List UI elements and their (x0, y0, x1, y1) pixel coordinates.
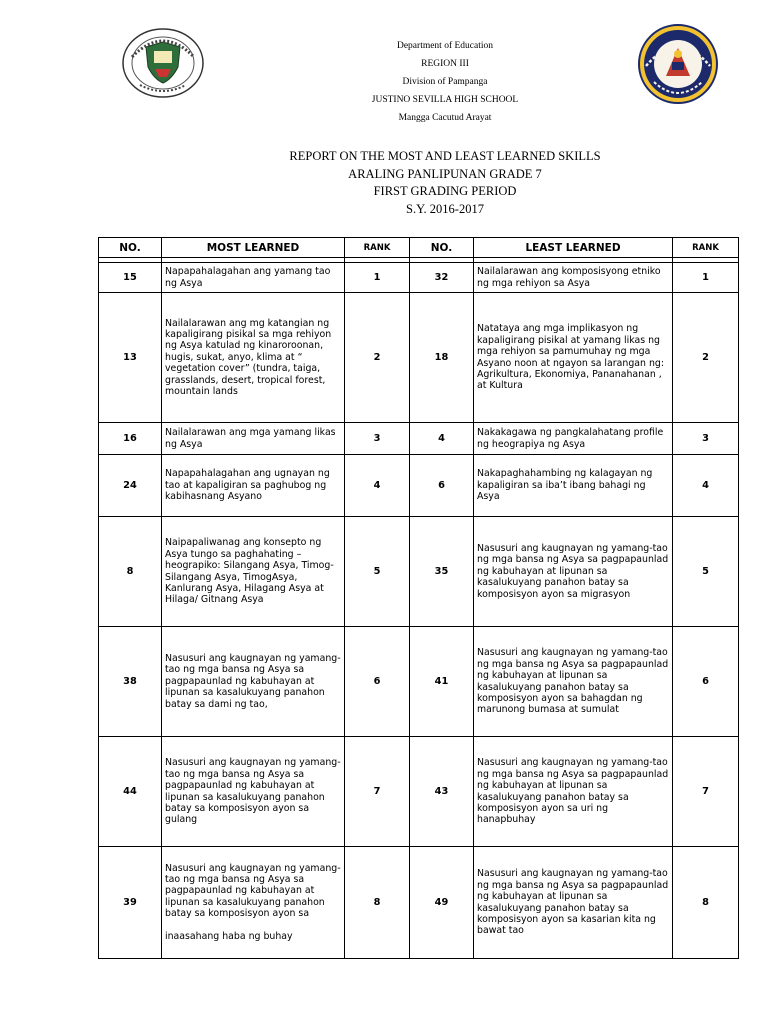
report-school-year-line: S.Y. 2016-2017 (406, 201, 484, 216)
most-learned-cell: Naipapaliwanag ang konsepto ng Asya tungo sa paghahating – heograpiko: Silangang Asya, Timog-Silangang Asya, TimogAsya, Kanlurang Asya, Hilagang Asya at Hilaga/ Gitnang Asya (162, 517, 345, 627)
skills-table (98, 237, 739, 959)
most-rank-cell: 8 (345, 847, 410, 959)
least-learned-cell: Nasusuri ang kaugnayan ng yamang-tao ng mga bansa ng Asya sa pagpapaunlad ng kabuhayan at lipunan sa kasalukuyang panahon batay sa komposisyon ayon sa kasarian kita ng bawat tao (474, 847, 673, 959)
header-most-rank: RANK (345, 238, 410, 258)
least-learned-cell: Nakakagawa ng pangkalahatang profile ng heograpiya ng Asya (474, 423, 673, 455)
least-rank-cell: 8 (673, 847, 739, 959)
least-learned-cell: Nakapaghahambing ng kalagayan ng kapaligiran sa iba’t ibang bahagi ng Asya (474, 455, 673, 517)
letterhead (250, 40, 640, 130)
most-no-cell: 24 (99, 455, 162, 517)
least-learned-cell: Nasusuri ang kaugnayan ng yamang-tao ng mga bansa ng Asya sa pagpapaunlad ng kabuhayan at lipunan sa kasalukuyang panahon batay sa komposisyon ayon sa uri ng hanapbuhay (474, 737, 673, 847)
most-learned-cell: Napapahalagahan ang yamang tao ng Asya (162, 263, 345, 293)
most-no-cell: 38 (99, 627, 162, 737)
least-no-cell: 18 (410, 293, 474, 423)
least-no-cell: 4 (410, 423, 474, 455)
most-no-cell: 15 (99, 263, 162, 293)
most-learned-cell: Nailalarawan ang mg katangian ng kapaligirang pisikal sa mga rehiyon ng Asya katulad ng kinaroroonan, hugis, sukat, anyo, klima at “ vegetation cover” (tundra, taiga, grasslands, desert, tropical forest, mountain lands (162, 293, 345, 423)
most-learned-text-continued: inaasahang haba ng buhay (165, 931, 293, 942)
least-rank-cell: 3 (673, 423, 739, 455)
report-title-line: REPORT ON THE MOST AND LEAST LEARNED SKILLS (289, 149, 601, 163)
most-learned-cell: Napapahalagahan ang ugnayan ng tao at kapaligiran sa paghubog ng kabihasnang Asyano (162, 455, 345, 517)
least-rank-cell: 4 (673, 455, 739, 517)
most-learned-cell: Nasusuri ang kaugnayan ng yamang-tao ng mga bansa ng Asya sa pagpapaunlad ng kabuhayan at lipunan sa kasalukuyang panahon batay sa dami ng tao, (162, 627, 345, 737)
most-learned-cell (162, 847, 345, 959)
least-no-cell: 41 (410, 627, 474, 737)
least-rank-cell: 6 (673, 627, 739, 737)
letterhead-school: JUSTINO SEVILLA HIGH SCHOOL (371, 95, 519, 105)
table-row (99, 263, 739, 293)
header-least-learned: LEAST LEARNED (474, 238, 673, 258)
least-rank-cell: 1 (673, 263, 739, 293)
least-no-cell: 49 (410, 847, 474, 959)
most-rank-cell: 4 (345, 455, 410, 517)
table-row (99, 455, 739, 517)
most-learned-cell: Nasusuri ang kaugnayan ng yamang-tao ng mga bansa ng Asya sa pagpapaunlad ng kabuhayan at lipunan sa kasalukuyang panahon batay sa komposisyon ayon sa gulang (162, 737, 345, 847)
letterhead-region: REGION III (421, 59, 469, 69)
least-no-cell: 35 (410, 517, 474, 627)
least-no-cell: 32 (410, 263, 474, 293)
header-most-no: NO. (99, 238, 162, 258)
least-no-cell: 43 (410, 737, 474, 847)
report-period-line: FIRST GRADING PERIOD (373, 184, 517, 198)
table-row (99, 293, 739, 423)
most-rank-cell: 6 (345, 627, 410, 737)
most-rank-cell: 2 (345, 293, 410, 423)
most-rank-cell: 3 (345, 423, 410, 455)
most-no-cell: 13 (99, 293, 162, 423)
least-learned-cell: Nasusuri ang kaugnayan ng yamang-tao ng mga bansa ng Asya sa pagpapaunlad ng kabuhayan at lipunan sa kasalukuyang panahon batay sa komposisyon ayon sa migrasyon (474, 517, 673, 627)
header-most-learned: MOST LEARNED (162, 238, 345, 258)
table-row (99, 737, 739, 847)
least-learned-cell: Nailalarawan ang komposisyong etniko ng mga rehiyon sa Asya (474, 263, 673, 293)
most-learned-text: Nasusuri ang kaugnayan ng yamang-tao ng mga bansa ng Asya sa pagpapaunlad ng kabuhayan at lipunan sa kasalukuyang panahon batay sa komposisyon ayon sa (165, 862, 341, 920)
least-rank-cell: 2 (673, 293, 739, 423)
table-row (99, 847, 739, 959)
least-learned-cell: Natataya ang mga implikasyon ng kapaligirang pisikal at yamang likas ng mga rehiyon sa pamumuhay ng mga Asyano noon at ngayon sa larangan ng: Agrikultura, Ekonomiya, Pananahanan , at Kultura (474, 293, 673, 423)
most-rank-cell: 5 (345, 517, 410, 627)
table-row (99, 423, 739, 455)
least-no-cell: 6 (410, 455, 474, 517)
report-title (200, 148, 690, 218)
table-row (99, 627, 739, 737)
most-no-cell: 8 (99, 517, 162, 627)
least-rank-cell: 7 (673, 737, 739, 847)
least-learned-cell: Nasusuri ang kaugnayan ng yamang-tao ng mga bansa ng Asya sa pagpapaunlad ng kabuhayan at lipunan sa kasalukuyang panahon batay sa komposisyon ayon sa bahagdan ng marunong bumasa at sumulat (474, 627, 673, 737)
header-least-rank: RANK (673, 238, 739, 258)
letterhead-department: Department of Education (396, 41, 494, 51)
kagawaran-ng-edukasyon-seal-icon (636, 24, 720, 104)
least-rank-cell: 5 (673, 517, 739, 627)
report-subject-line: ARALING PANLIPUNAN GRADE 7 (348, 166, 542, 181)
most-rank-cell: 7 (345, 737, 410, 847)
letterhead-address: Mangga Cacutud Arayat (398, 113, 492, 123)
most-rank-cell: 1 (345, 263, 410, 293)
header-least-no: NO. (410, 238, 474, 258)
most-learned-cell: Nailalarawan ang mga yamang likas ng Asya (162, 423, 345, 455)
table-row (99, 517, 739, 627)
most-no-cell: 16 (99, 423, 162, 455)
most-no-cell: 44 (99, 737, 162, 847)
most-no-cell: 39 (99, 847, 162, 959)
table-header-row (99, 238, 739, 258)
justino-sevilla-high-school-seal-icon (122, 27, 204, 99)
letterhead-division: Division of Pampanga (402, 77, 488, 87)
